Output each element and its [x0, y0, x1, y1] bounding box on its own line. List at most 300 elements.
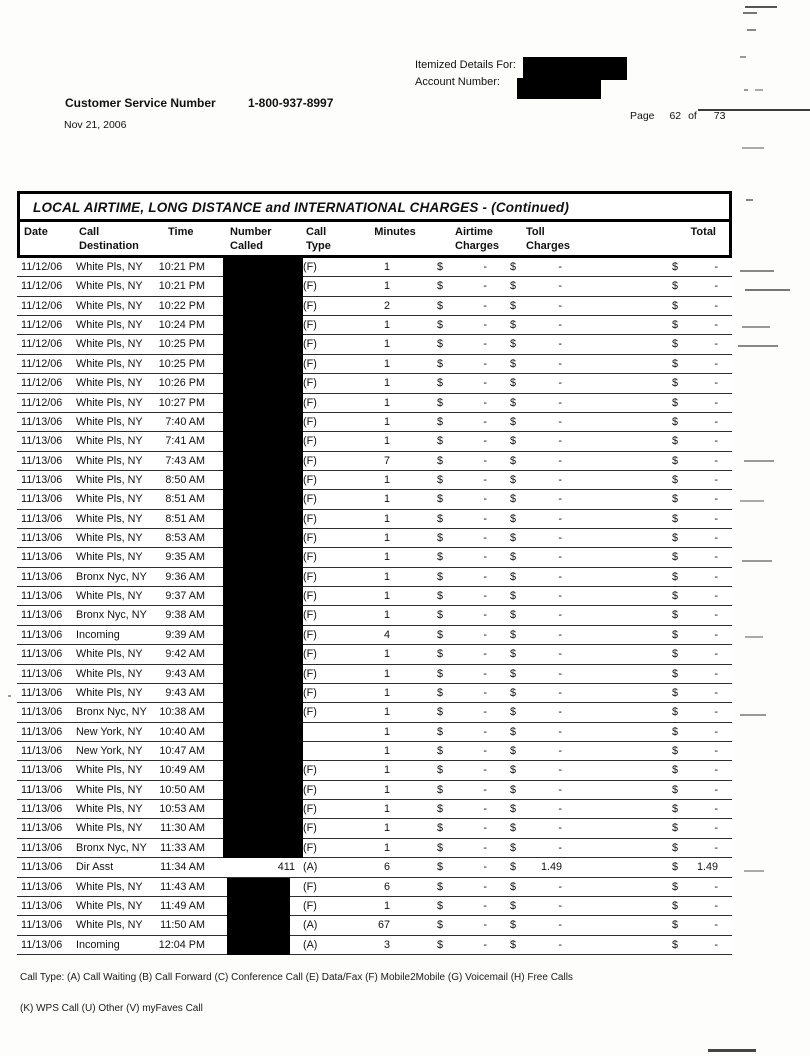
airtime-currency-symbol: $	[437, 861, 444, 874]
call-date: 11/12/06	[21, 377, 63, 390]
total-charge: -	[714, 473, 718, 486]
toll-charge: -	[558, 377, 562, 390]
total-currency-symbol: $	[672, 319, 679, 332]
airtime-currency-symbol: $	[437, 338, 444, 351]
call-date: 11/12/06	[21, 319, 63, 332]
call-minutes: 6	[383, 861, 390, 874]
call-type: (F)	[303, 357, 317, 370]
call-destination: White Pls, NY	[76, 435, 143, 448]
airtime-currency-symbol: $	[437, 899, 444, 912]
call-time: 9:42 AM	[165, 648, 205, 661]
number-called: 411	[277, 861, 295, 874]
toll-charge: -	[558, 938, 562, 951]
airtime-currency-symbol: $	[437, 299, 444, 312]
total-charge: -	[714, 570, 718, 583]
airtime-currency-symbol: $	[437, 261, 444, 273]
airtime-currency-symbol: $	[437, 473, 444, 486]
airtime-currency-symbol: $	[437, 744, 444, 757]
call-type: (F)	[303, 648, 317, 661]
toll-charge: 1.49	[540, 861, 562, 874]
total-currency-symbol: $	[672, 280, 679, 293]
call-time: 7:43 AM	[165, 454, 205, 467]
toll-charge: -	[558, 280, 562, 293]
call-date: 11/13/06	[21, 822, 63, 835]
total-charge: -	[714, 822, 718, 835]
toll-charge: -	[558, 357, 562, 370]
call-type: (F)	[303, 512, 317, 525]
scan-artifact	[745, 289, 790, 291]
total-charge: -	[714, 628, 718, 641]
total-currency-symbol: $	[672, 357, 679, 370]
airtime-charge: -	[483, 319, 487, 332]
call-destination: White Pls, NY	[76, 357, 143, 370]
total-currency-symbol: $	[672, 473, 679, 486]
airtime-charge: -	[483, 899, 487, 912]
call-minutes: 1	[383, 319, 390, 332]
call-type: (F)	[303, 435, 317, 448]
toll-currency-symbol: $	[510, 899, 517, 912]
call-destination: Bronx Nyc, NY	[76, 570, 147, 583]
call-record-row	[17, 510, 732, 529]
toll-currency-symbol: $	[510, 454, 517, 467]
call-destination: Incoming	[76, 628, 120, 641]
table-title: LOCAL AIRTIME, LONG DISTANCE and INTERNATIONAL CHARGES - (Continued)	[20, 194, 729, 222]
toll-currency-symbol: $	[510, 803, 517, 816]
call-type: (A)	[303, 919, 318, 932]
scan-artifact	[746, 199, 753, 201]
call-record-row	[17, 335, 732, 354]
scan-artifact	[744, 870, 764, 872]
call-type: (F)	[303, 822, 317, 835]
airtime-currency-symbol: $	[437, 493, 444, 506]
toll-currency-symbol: $	[510, 319, 517, 332]
total-charge: -	[714, 783, 718, 796]
call-type: (F)	[303, 783, 317, 796]
total-charge: -	[714, 319, 718, 332]
call-minutes: 67	[377, 919, 390, 932]
airtime-charge: -	[483, 435, 487, 448]
total-currency-symbol: $	[672, 667, 679, 680]
total-charge: 1.49	[696, 861, 718, 874]
call-destination: New York, NY	[76, 744, 143, 757]
scan-artifact	[740, 270, 774, 272]
total-currency-symbol: $	[672, 919, 679, 932]
call-destination: White Pls, NY	[76, 454, 143, 467]
call-type: (A)	[303, 938, 318, 951]
airtime-currency-symbol: $	[437, 764, 444, 777]
toll-currency-symbol: $	[510, 415, 517, 428]
call-record-row	[17, 665, 732, 684]
airtime-charge: -	[483, 415, 487, 428]
scan-artifact	[742, 560, 772, 562]
call-minutes: 1	[383, 725, 390, 738]
call-type: (F)	[303, 396, 317, 409]
call-type: (F)	[303, 609, 317, 622]
call-record-row	[17, 316, 732, 335]
call-time: 10:53 AM	[159, 803, 205, 816]
call-time: 10:26 PM	[158, 377, 205, 390]
total-charge: -	[714, 338, 718, 351]
toll-currency-symbol: $	[510, 280, 517, 293]
toll-currency-symbol: $	[510, 706, 517, 719]
call-date: 11/13/06	[21, 493, 63, 506]
airtime-charge: -	[483, 473, 487, 486]
call-type: (F)	[303, 764, 317, 777]
airtime-currency-symbol: $	[437, 454, 444, 467]
toll-currency-symbol: $	[510, 725, 517, 738]
toll-charge: -	[558, 667, 562, 680]
call-minutes: 1	[383, 686, 390, 699]
total-currency-symbol: $	[672, 590, 679, 603]
call-record-row	[17, 897, 732, 916]
toll-charge: -	[558, 261, 562, 273]
call-date: 11/12/06	[21, 299, 63, 312]
call-destination: White Pls, NY	[76, 899, 143, 912]
total-currency-symbol: $	[672, 648, 679, 661]
call-date: 11/13/06	[21, 919, 63, 932]
total-currency-symbol: $	[672, 551, 679, 564]
call-time: 11:50 AM	[160, 919, 205, 932]
scan-artifact	[708, 1049, 756, 1052]
total-charge: -	[714, 648, 718, 661]
scan-artifact	[745, 6, 777, 8]
call-date: 11/13/06	[21, 764, 63, 777]
call-minutes: 1	[383, 493, 390, 506]
call-type: (F)	[303, 686, 317, 699]
airtime-charge: -	[483, 919, 487, 932]
call-minutes: 1	[383, 551, 390, 564]
airtime-charge: -	[483, 261, 487, 273]
call-time: 10:27 PM	[158, 396, 205, 409]
toll-charge: -	[558, 628, 562, 641]
call-type: (F)	[303, 473, 317, 486]
airtime-currency-symbol: $	[437, 357, 444, 370]
airtime-charge: -	[483, 822, 487, 835]
airtime-currency-symbol: $	[437, 435, 444, 448]
airtime-charge: -	[483, 744, 487, 757]
call-type: (F)	[303, 299, 317, 312]
call-minutes: 1	[383, 764, 390, 777]
call-destination: Dir Asst	[76, 861, 114, 874]
airtime-charge: -	[483, 841, 487, 854]
call-minutes: 1	[383, 532, 390, 545]
total-currency-symbol: $	[672, 841, 679, 854]
statement-date: Nov 21, 2006	[64, 119, 127, 131]
call-destination: White Pls, NY	[76, 512, 143, 525]
airtime-currency-symbol: $	[437, 822, 444, 835]
call-time: 10:22 PM	[158, 299, 205, 312]
call-time: 11:43 AM	[160, 880, 205, 893]
call-date: 11/13/06	[21, 744, 63, 757]
call-time: 8:53 AM	[165, 532, 205, 545]
call-type: (F)	[303, 493, 317, 506]
table-column-headers	[20, 222, 729, 255]
call-destination: White Pls, NY	[76, 261, 143, 273]
redaction-box-numbers-called-upper	[223, 258, 303, 858]
call-type: (F)	[303, 454, 317, 467]
call-record-row	[17, 819, 732, 838]
call-minutes: 1	[383, 899, 390, 912]
call-time: 10:21 PM	[158, 280, 205, 293]
call-destination: White Pls, NY	[76, 667, 143, 680]
call-type: (F)	[303, 377, 317, 390]
toll-charge: -	[558, 919, 562, 932]
airtime-charge: -	[483, 590, 487, 603]
account-number-label: Account Number:	[415, 76, 500, 88]
charges-table-header-box	[17, 191, 732, 258]
page-number: 62	[669, 110, 682, 122]
airtime-charge: -	[483, 628, 487, 641]
call-minutes: 1	[383, 261, 390, 273]
call-date: 11/13/06	[21, 803, 63, 816]
call-time: 8:50 AM	[165, 473, 205, 486]
toll-currency-symbol: $	[510, 648, 517, 661]
total-charge: -	[714, 377, 718, 390]
call-destination: White Pls, NY	[76, 686, 143, 699]
airtime-charge: -	[483, 803, 487, 816]
airtime-currency-symbol: $	[437, 280, 444, 293]
call-destination: White Pls, NY	[76, 396, 143, 409]
total-currency-symbol: $	[672, 803, 679, 816]
airtime-currency-symbol: $	[437, 377, 444, 390]
airtime-charge: -	[483, 512, 487, 525]
airtime-charge: -	[483, 725, 487, 738]
total-currency-symbol: $	[672, 396, 679, 409]
total-currency-symbol: $	[672, 725, 679, 738]
call-date: 11/12/06	[21, 280, 63, 293]
scan-artifact	[740, 714, 766, 716]
call-minutes: 1	[383, 435, 390, 448]
call-record-row	[17, 878, 732, 897]
call-date: 11/13/06	[21, 706, 63, 719]
total-charge: -	[714, 280, 718, 293]
airtime-charge: -	[483, 357, 487, 370]
call-minutes: 1	[383, 338, 390, 351]
call-date: 11/13/06	[21, 473, 63, 486]
call-date: 11/13/06	[21, 435, 63, 448]
call-record-row	[17, 761, 732, 780]
airtime-currency-symbol: $	[437, 938, 444, 951]
total-currency-symbol: $	[672, 415, 679, 428]
call-time: 9:39 AM	[165, 628, 205, 641]
page-indicator	[630, 110, 729, 122]
airtime-charge: -	[483, 396, 487, 409]
toll-currency-symbol: $	[510, 590, 517, 603]
toll-currency-symbol: $	[510, 744, 517, 757]
toll-currency-symbol: $	[510, 628, 517, 641]
airtime-currency-symbol: $	[437, 570, 444, 583]
scan-artifact	[740, 56, 746, 58]
airtime-charge: -	[483, 338, 487, 351]
total-currency-symbol: $	[672, 261, 679, 273]
call-type: (F)	[303, 628, 317, 641]
airtime-charge: -	[483, 648, 487, 661]
call-destination: Incoming	[76, 938, 120, 951]
call-record-row	[17, 548, 732, 567]
call-time: 10:25 PM	[158, 338, 205, 351]
call-destination: White Pls, NY	[76, 299, 143, 312]
toll-currency-symbol: $	[510, 532, 517, 545]
total-charge: -	[714, 880, 718, 893]
redaction-box-account-number	[517, 78, 601, 99]
call-type: (F)	[303, 415, 317, 428]
page-of-label: of	[688, 110, 697, 122]
total-charge: -	[714, 919, 718, 932]
total-currency-symbol: $	[672, 299, 679, 312]
call-time: 9:43 AM	[165, 667, 205, 680]
total-currency-symbol: $	[672, 532, 679, 545]
toll-currency-symbol: $	[510, 338, 517, 351]
call-date: 11/13/06	[21, 725, 63, 738]
total-currency-symbol: $	[672, 628, 679, 641]
toll-charge: -	[558, 725, 562, 738]
airtime-currency-symbol: $	[437, 415, 444, 428]
call-time: 7:41 AM	[165, 435, 205, 448]
call-time: 10:21 PM	[158, 261, 205, 273]
call-type: (F)	[303, 319, 317, 332]
call-time: 11:34 AM	[160, 861, 205, 874]
call-time: 8:51 AM	[165, 493, 205, 506]
total-currency-symbol: $	[672, 686, 679, 699]
toll-charge: -	[558, 493, 562, 506]
airtime-charge: -	[483, 570, 487, 583]
call-time: 9:35 AM	[165, 551, 205, 564]
call-minutes: 1	[383, 803, 390, 816]
call-destination: White Pls, NY	[76, 822, 143, 835]
call-date: 11/13/06	[21, 899, 63, 912]
total-currency-symbol: $	[672, 570, 679, 583]
airtime-currency-symbol: $	[437, 783, 444, 796]
toll-currency-symbol: $	[510, 880, 517, 893]
call-time: 11:49 AM	[160, 899, 205, 912]
call-record-row	[17, 277, 732, 296]
call-time: 10:50 AM	[159, 783, 205, 796]
toll-currency-symbol: $	[510, 861, 517, 874]
call-time: 10:25 PM	[158, 357, 205, 370]
call-minutes: 1	[383, 706, 390, 719]
airtime-charge: -	[483, 609, 487, 622]
call-time: 9:43 AM	[165, 686, 205, 699]
call-time: 10:38 AM	[159, 706, 205, 719]
toll-charge: -	[558, 551, 562, 564]
call-record-row	[17, 703, 732, 722]
total-charge: -	[714, 454, 718, 467]
total-charge: -	[714, 706, 718, 719]
call-type: (F)	[303, 706, 317, 719]
call-date: 11/12/06	[21, 357, 63, 370]
airtime-currency-symbol: $	[437, 880, 444, 893]
airtime-charge: -	[483, 454, 487, 467]
airtime-currency-symbol: $	[437, 590, 444, 603]
toll-currency-symbol: $	[510, 435, 517, 448]
call-time: 9:38 AM	[165, 609, 205, 622]
call-time: 9:36 AM	[165, 570, 205, 583]
total-currency-symbol: $	[672, 454, 679, 467]
toll-charge: -	[558, 396, 562, 409]
call-record-row	[17, 781, 732, 800]
customer-service-label: Customer Service Number	[65, 96, 216, 110]
call-minutes: 1	[383, 377, 390, 390]
toll-charge: -	[558, 706, 562, 719]
toll-currency-symbol: $	[510, 493, 517, 506]
scan-artifact	[755, 89, 763, 91]
total-charge: -	[714, 899, 718, 912]
total-charge: -	[714, 551, 718, 564]
call-type: (F)	[303, 532, 317, 545]
toll-currency-symbol: $	[510, 299, 517, 312]
total-charge: -	[714, 261, 718, 273]
toll-currency-symbol: $	[510, 261, 517, 273]
customer-service-number: 1-800-937-8997	[248, 96, 334, 110]
total-currency-symbol: $	[672, 880, 679, 893]
toll-charge: -	[558, 532, 562, 545]
call-record-row	[17, 936, 732, 955]
toll-currency-symbol: $	[510, 609, 517, 622]
table-rows	[17, 258, 732, 955]
airtime-currency-symbol: $	[437, 319, 444, 332]
total-charge: -	[714, 415, 718, 428]
airtime-charge: -	[483, 377, 487, 390]
airtime-currency-symbol: $	[437, 919, 444, 932]
airtime-charge: -	[483, 299, 487, 312]
call-record-row	[17, 452, 732, 471]
call-date: 11/13/06	[21, 841, 63, 854]
scan-artifact	[738, 345, 778, 347]
call-minutes: 3	[383, 938, 390, 951]
charges-table	[17, 191, 732, 955]
call-minutes: 1	[383, 396, 390, 409]
toll-charge: -	[558, 880, 562, 893]
call-type: (F)	[303, 338, 317, 351]
airtime-currency-symbol: $	[437, 803, 444, 816]
call-record-row	[17, 355, 732, 374]
call-record-row	[17, 297, 732, 316]
call-type: (F)	[303, 280, 317, 293]
call-date: 11/13/06	[21, 861, 63, 874]
toll-currency-symbol: $	[510, 512, 517, 525]
call-destination: White Pls, NY	[76, 551, 143, 564]
column-header-date: Date	[24, 226, 48, 238]
total-currency-symbol: $	[672, 609, 679, 622]
toll-currency-symbol: $	[510, 686, 517, 699]
call-time: 10:49 AM	[159, 764, 205, 777]
airtime-currency-symbol: $	[437, 512, 444, 525]
call-minutes: 2	[383, 299, 390, 312]
call-destination: Bronx Nyc, NY	[76, 841, 147, 854]
airtime-currency-symbol: $	[437, 551, 444, 564]
toll-currency-symbol: $	[510, 822, 517, 835]
total-charge: -	[714, 938, 718, 951]
airtime-charge: -	[483, 667, 487, 680]
scan-artifact	[740, 500, 764, 502]
column-header-time: Time	[168, 226, 194, 238]
toll-charge: -	[558, 764, 562, 777]
call-date: 11/13/06	[21, 880, 63, 893]
call-minutes: 1	[383, 473, 390, 486]
call-destination: White Pls, NY	[76, 415, 143, 428]
call-destination: White Pls, NY	[76, 648, 143, 661]
call-record-row	[17, 258, 732, 277]
toll-charge: -	[558, 338, 562, 351]
scan-artifact	[742, 147, 764, 149]
toll-charge: -	[558, 435, 562, 448]
call-destination: Bronx Nyc, NY	[76, 706, 147, 719]
toll-currency-symbol: $	[510, 841, 517, 854]
toll-currency-symbol: $	[510, 570, 517, 583]
toll-charge: -	[558, 590, 562, 603]
call-type: (F)	[303, 590, 317, 603]
call-destination: White Pls, NY	[76, 532, 143, 545]
